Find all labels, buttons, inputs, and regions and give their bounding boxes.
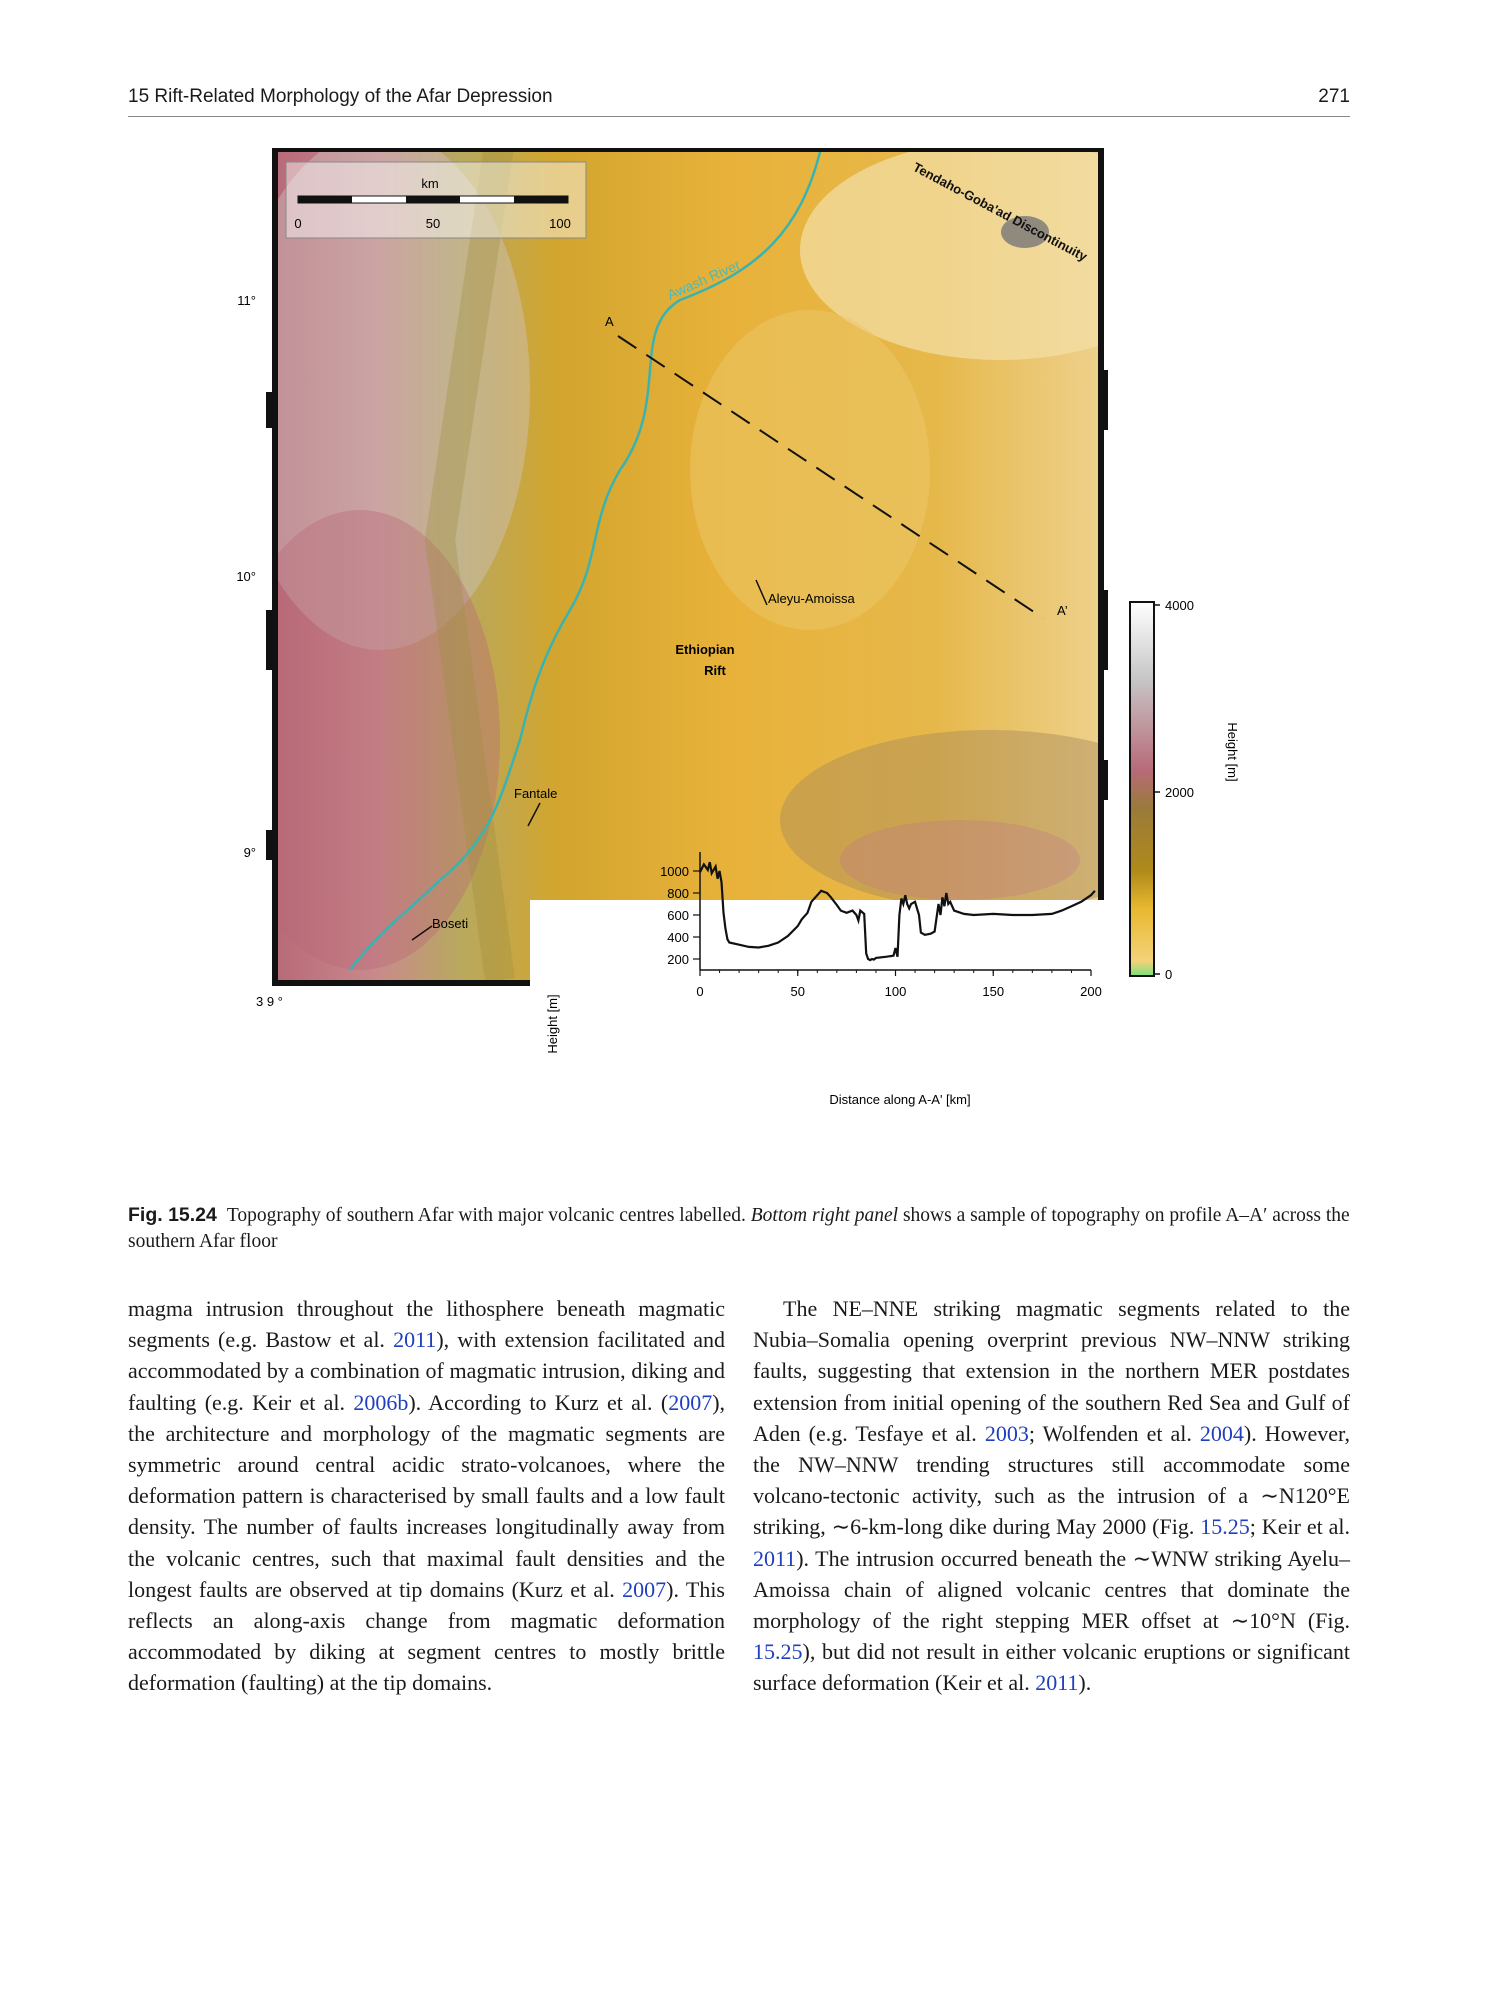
colorbar-label: Height [m] bbox=[1225, 722, 1240, 782]
scale-tick-0: 0 bbox=[294, 216, 302, 231]
citation-link[interactable]: 2011 bbox=[393, 1327, 437, 1353]
text-span: ; Keir et al. bbox=[1249, 1514, 1350, 1540]
rift-label-line2: Rift bbox=[704, 663, 726, 678]
scale-bar bbox=[286, 162, 586, 238]
profile-end-label: A’ bbox=[1057, 603, 1068, 618]
text-span: ). However, the NW–NNW trending structures still accommodate some volcano-tectonic activity, such as the intrusion of a ∼N120°E striking, ∼6-km-long dike during May 2000 (Fig. bbox=[753, 1420, 1350, 1540]
caption-text-italic: Bottom right panel bbox=[750, 1205, 899, 1226]
lon-label-39: 3 9 ° bbox=[256, 994, 283, 1009]
y-tick-label: 1000 bbox=[660, 864, 689, 879]
x-tick-label: 200 bbox=[1080, 984, 1102, 999]
paragraph-left bbox=[128, 1293, 725, 1699]
text-span: ). This reflects an along-axis change from magmatic deformation accommodated by diking at segment centres to mostly brittle deformation (faulting) at the tip domains. bbox=[128, 1576, 725, 1696]
y-tick-label: 200 bbox=[667, 952, 689, 967]
profile-y-axis-label: Height [m] bbox=[545, 994, 560, 1054]
lat-label-10: 10° bbox=[236, 569, 256, 584]
text-span: ). bbox=[1078, 1670, 1092, 1696]
boseti-label: Boseti bbox=[432, 916, 469, 931]
caption-text-2: shows a sample of topography on profile A–A′ across the southern Afar floor bbox=[128, 1205, 1350, 1252]
x-tick-label: 100 bbox=[884, 984, 907, 999]
x-tick-label: 0 bbox=[696, 984, 704, 999]
caption-text-1: Topography of southern Afar with major volcanic centres labelled. bbox=[226, 1205, 751, 1226]
text-span: ). According to Kurz et al. ( bbox=[408, 1389, 669, 1415]
figure-15-24 bbox=[200, 140, 1306, 1140]
caption-label: Fig. 15.24 bbox=[128, 1204, 217, 1226]
lat-label-9: 9° bbox=[243, 845, 256, 860]
citation-link[interactable]: 2007 bbox=[622, 1576, 667, 1602]
chapter-title: 15 Rift-Related Morphology of the Afar Depression bbox=[128, 86, 553, 107]
figure-caption bbox=[128, 1202, 1350, 1255]
river-label: Awash River bbox=[664, 256, 743, 303]
figure-link[interactable]: 15.25 bbox=[1200, 1514, 1250, 1540]
text-span: ), but did not result in either volcanic eruptions or significant surface deformation (Keir et al. bbox=[753, 1639, 1350, 1696]
citation-link[interactable]: 2011 bbox=[753, 1545, 797, 1571]
x-tick-label: 150 bbox=[982, 984, 1005, 999]
text-span: magma intrusion throughout the lithosphere beneath magmatic segments (e.g. Bastow et al. bbox=[128, 1296, 725, 1353]
y-tick-label: 600 bbox=[667, 908, 689, 923]
citation-link[interactable]: 2003 bbox=[984, 1420, 1029, 1446]
figure-link[interactable]: 15.25 bbox=[753, 1639, 803, 1665]
citation-link[interactable]: 2004 bbox=[1199, 1420, 1244, 1446]
running-head bbox=[128, 86, 1350, 117]
scale-unit: km bbox=[421, 176, 439, 191]
citation-link[interactable]: 2007 bbox=[668, 1389, 713, 1415]
colorbar-tick-2000: 2000 bbox=[1165, 785, 1194, 800]
x-tick-label: 50 bbox=[790, 984, 805, 999]
scale-tick-100: 100 bbox=[549, 216, 571, 231]
y-tick-label: 800 bbox=[667, 886, 689, 901]
lat-label-11: 11° bbox=[237, 293, 256, 308]
citation-link[interactable]: 2006b bbox=[353, 1389, 409, 1415]
text-span: ; Wolfenden et al. bbox=[1028, 1420, 1200, 1446]
rift-label-line1: Ethiopian bbox=[675, 642, 735, 657]
citation-link[interactable]: 2011 bbox=[1035, 1670, 1079, 1696]
body-column-right bbox=[753, 1293, 1350, 1699]
text-span: ), the architecture and morphology of the magmatic segments are symmetric around central acidic strato-volcanoes, where the deformation pattern is characterised by small faults and a low fault density. The number of faults increases longitudinally away from the volcanic centres, such that maximal fault densities and the longest faults are observed at tip domains (Kurz et al. bbox=[128, 1389, 726, 1602]
text-span: The NE–NNE striking magmatic segments related to the Nubia–Somalia opening overprint previous NW–NNW striking faults, suggesting that extension in the northern MER postdates extension from initial opening of the southern Red Sea and Gulf of Aden (e.g. Tesfaye et al. bbox=[753, 1296, 1350, 1446]
profile-start-label: A bbox=[605, 314, 614, 329]
y-tick-label: 400 bbox=[667, 930, 689, 945]
paragraph-right bbox=[753, 1293, 1350, 1699]
profile-x-axis-label: Distance along A-A' [km] bbox=[829, 1092, 971, 1107]
discontinuity-label: Tendaho-Goba'ad Discontinuity bbox=[910, 159, 1090, 265]
fantale-label: Fantale bbox=[514, 786, 558, 801]
scale-tick-50: 50 bbox=[425, 216, 441, 231]
text-span: ), with extension facilitated and accommodated by a combination of magmatic intrusion, diking and faulting (e.g. Keir et al. bbox=[128, 1327, 725, 1415]
page-number: 271 bbox=[1318, 86, 1350, 107]
body-column-left bbox=[128, 1293, 725, 1699]
colorbar-tick-0: 0 bbox=[1165, 967, 1173, 982]
text-span: ). The intrusion occurred beneath the ∼WNW striking Ayelu–Amoissa chain of aligned volcanic centres that dominate the morphology of the right stepping MER offset at ∼10°N (Fig. bbox=[753, 1545, 1350, 1634]
colorbar bbox=[1130, 598, 1240, 982]
aleyu-amoissa-label: Aleyu-Amoissa bbox=[768, 591, 855, 606]
colorbar-tick-4000: 4000 bbox=[1165, 598, 1194, 613]
